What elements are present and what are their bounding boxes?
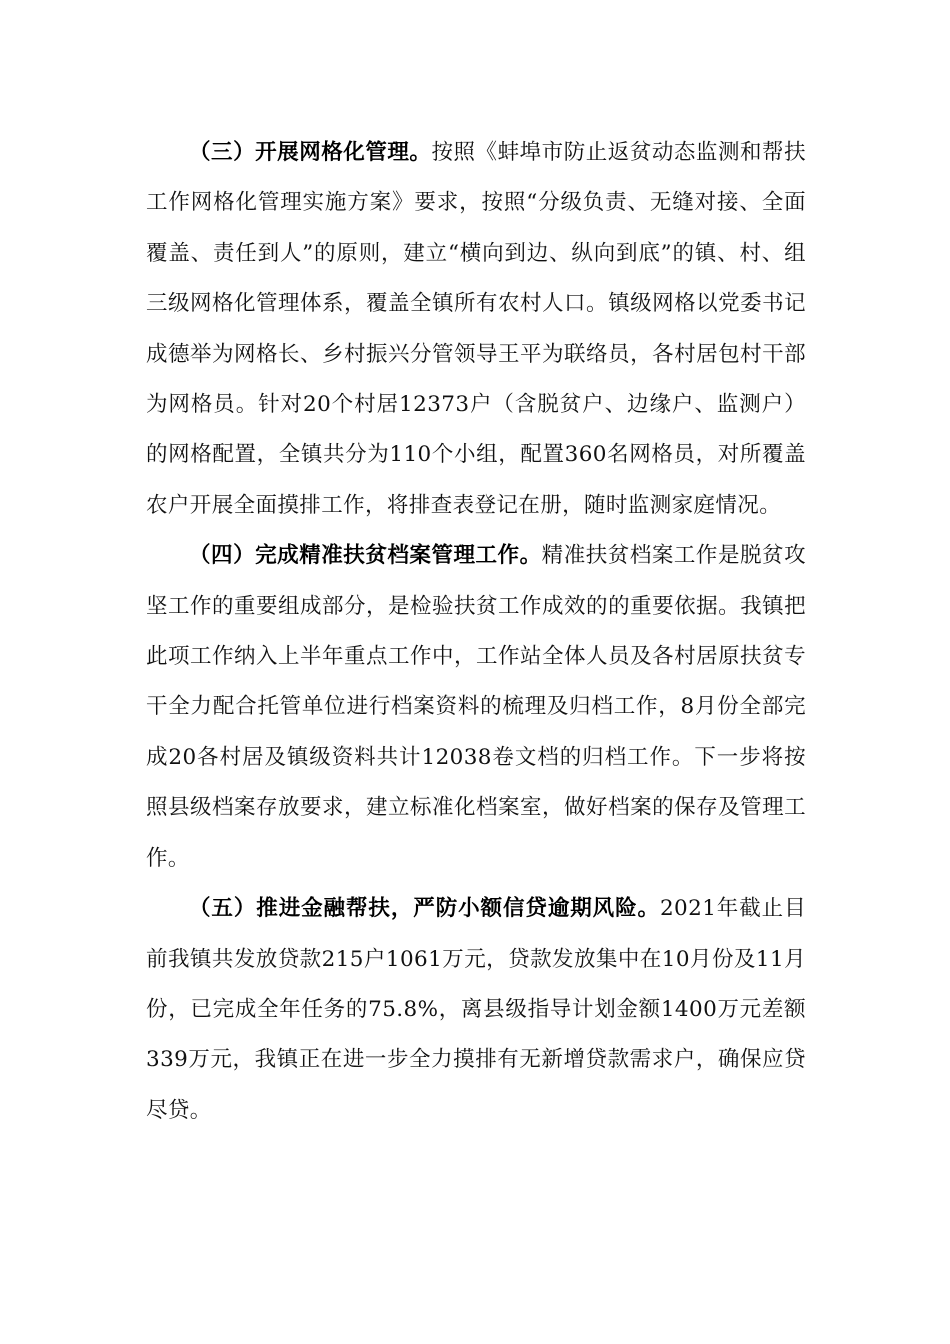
paragraph-heading: （五）推进金融帮扶，严防小额信贷逾期风险。 <box>189 896 660 922</box>
paragraph-financial-support <box>146 884 806 1136</box>
paragraph-heading: （四）完成精准扶贫档案管理工作。 <box>189 543 542 569</box>
paragraph-text: 按照《蚌埠市防止返贫动态监测和帮扶工作网格化管理实施方案》要求，按照“分级负责、无缝对接、全面覆盖、责任到人”的原则，建立“横向到边、纵向到底”的镇、村、组三级网格化管理体系，覆盖全镇所有农村人口。镇级网格以党委书记成德举为网格长、乡村振兴分管领导王平为联络员，各村居包村干部为网格员。针对20个村居12373户（含脱贫户、边缘户、监测户）的网格配置，全镇共分为110个小组，配置360名网格员，对所覆盖农户开展全面摸排工作，将排查表登记在册，随时监测家庭情况。 <box>146 140 806 518</box>
paragraph-text: 精准扶贫档案工作是脱贫攻坚工作的重要组成部分，是检验扶贫工作成效的的重要依据。我镇把此项工作纳入上半年重点工作中，工作站全体人员及各村居原扶贫专干全力配合托管单位进行档案资料的梳理及归档工作，8月份全部完成20各村居及镇级资料共计12038卷文档的归档工作。下一步将按照县级档案存放要求，建立标准化档案室，做好档案的保存及管理工作。 <box>146 543 806 871</box>
paragraph-archive-management <box>146 531 806 884</box>
paragraph-heading: （三）开展网格化管理。 <box>189 140 432 165</box>
paragraph-grid-management <box>146 128 806 531</box>
paragraph-text: 2021年截止目前我镇共发放贷款215户1061万元，贷款发放集中在10月份及11月份，已完成全年任务的75.8%，离县级指导计划金额1400万元差额339万元，我镇正在进一步全力摸排有无新增贷款需求户，确保应贷尽贷。 <box>146 896 806 1123</box>
document-body <box>146 128 806 1136</box>
